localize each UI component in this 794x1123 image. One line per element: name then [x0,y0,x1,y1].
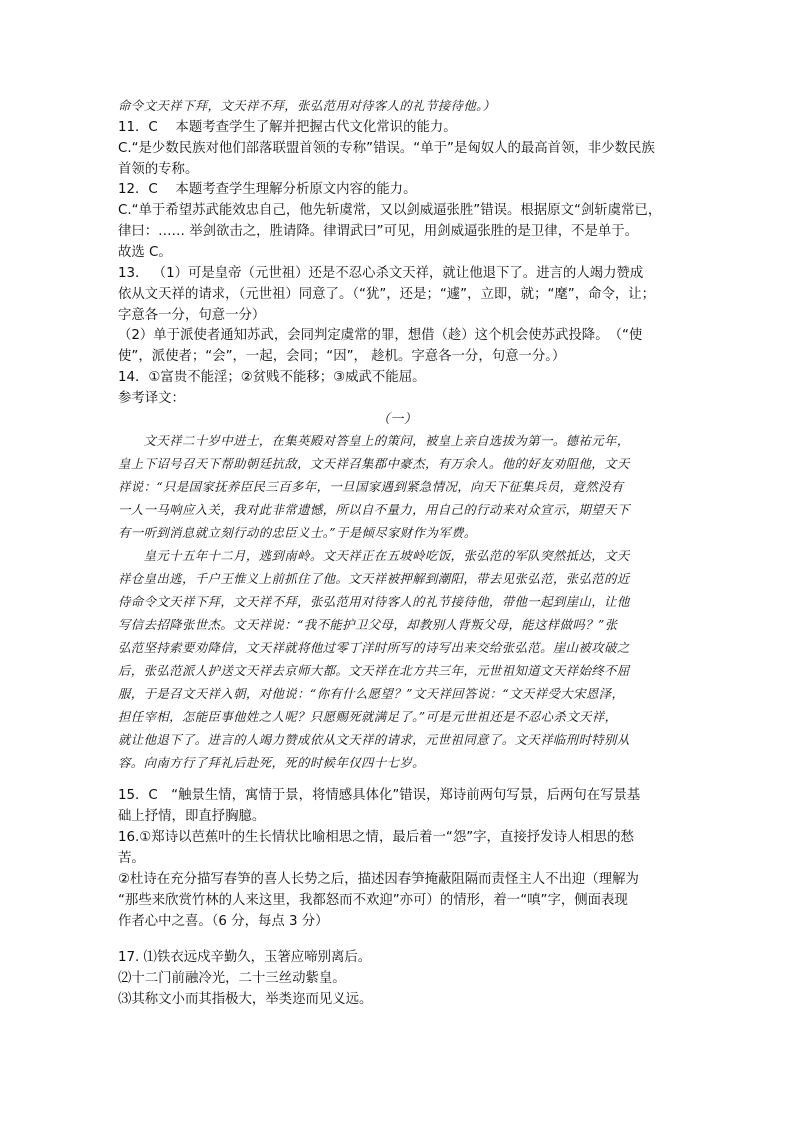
translation-line: 写信去招降张世杰。文天祥说：“我不能护卫父母，却教别人背叛父母，能这样做吗？”张 [118,617,618,632]
text-line: 命令文天祥下拜，文天祥不拜，张弘范用对待客人的礼节接待他。） [118,98,496,113]
text-line: 11．C 本题考查学生了解并把握古代文化常识的能力。 [118,120,457,135]
translation-line: 容。向南方行了拜礼后赴死，死的时候年仅四十七岁。 [118,755,425,770]
translation-line: 担任宰相，怎能臣事他姓之人呢？只愿赐死就满足了。”可是元世祖还是不忍心杀文天祥， [118,709,618,724]
translation-line: 侍命令文天祥下拜，文天祥不拜，张弘范用对待客人的礼节接待他，带他一起到崖山，让他 [118,594,630,609]
translation-line: 弘范坚持索要劝降信，文天祥就将他过零丁洋时所写的诗写出来交给张弘范。崖山被攻破之 [118,640,630,655]
translation-line: 服，于是召文天祥入朝，对他说：“你有什么愿望？”文天祥回答说：“文天祥受大宋恩泽， [118,686,625,701]
text-line: 字意各一分，句意一分） [118,308,266,323]
text-line: “那些来欣赏竹林的人来这里，我都怒而不欢迎”亦可）的情形，着一“嗔”字，侧面表现 [118,893,628,908]
text-line: 14．①富贵不能淫；②贫贱不能移；③威武不能屈。 [118,370,426,385]
text-line: C.“是少数民族对他们部落联盟首领的专称”错误。“单于”是匈奴人的最高首领，非少数民族 [118,141,655,156]
text-line: C.“单于希望苏武能效忠自己，他先斩虞常，又以剑威逼张胜”错误。根据原文“剑斩虞常已， [118,203,662,218]
text-line: 律曰：…… 举剑欲击之，胜请降。律谓武曰”可见，用剑威逼张胜的是卫律，不是单于。 [118,224,639,239]
translation-line: 祥说：“只是国家抚养臣民三百多年，一旦国家遇到紧急情况，向天下征集兵员，竟然没有 [118,479,624,494]
translation-line: 一人一马响应入关，我对此非常遗憾，所以自不量力，用自己的行动来对众宣示，期望天下 [118,502,630,517]
text-line: 16.①郑诗以芭蕉叶的生长情状比喻相思之情，最后着一“怨”字，直接抒发诗人相思的愁 [118,830,634,845]
translation-line: 皇上下诏号召天下帮助朝廷抗敌，文天祥召集郡中豪杰，有万余人。他的好友劝阻他，文天 [118,456,630,471]
text-line: 作者心中之喜。（6 分，每点 3 分） [118,914,329,929]
translation-line: 文天祥二十岁中进士，在集英殿对答皇上的策问，被皇上亲自选拔为第一。德祐元年， [118,433,630,448]
text-line: 参考译文： [118,391,185,406]
text-line: 故选 C。 [118,245,172,260]
text-line: ⑵十二门前融冷光，二十三丝动紫皇。 [118,971,346,986]
translation-heading: （一） [376,412,418,427]
translation-line: 后，张弘范派人护送文天祥去京师大都。文天祥在北方共三年，元世祖知道文天祥始终不屈 [118,663,630,678]
text-line: 17. ⑴铁衣远戍辛勤久，玉箸应啼别离后。 [118,950,372,965]
text-line: 苦。 [118,851,145,866]
text-line: 13． （1）可是皇帝（元世祖）还是不忍心杀文天祥，就让他退下了。进言的人竭力赞成 [118,266,644,281]
text-line: 12．C 本题考查学生理解分析原文内容的能力。 [118,182,417,197]
text-line: 首领的专称。 [118,162,199,177]
text-line: ⑶其称文小而其指极大，举类迩而见义远。 [118,992,373,1007]
text-line: 依从文天祥的请求，（元世祖）同意了。（“犹”，还是；“遽”，立即，就；“麾”，命令，让； [118,287,656,302]
translation-line: 皇元十五年十二月，逃到南岭。文天祥正在五坡岭吃饭，张弘范的军队突然抵达，文天 [118,548,630,563]
translation-line: 就让他退下了。进言的人竭力赞成依从文天祥的请求，元世祖同意了。文天祥临刑时特别从 [118,732,630,747]
text-line: 15．C “触景生情，寓情于景，将情感具体化”错误，郑诗前两句写景，后两句在写景基 [118,788,641,803]
text-line: 使”，派使者；“会”，一起，会同；“因”， 趁机。字意各一分，句意一分。） [118,349,566,364]
text-line: ②杜诗在充分描写春笋的喜人长势之后，描述因春笋掩蔽阻隔而责怪主人不出迎（理解为 [118,872,639,887]
text-line: 础上抒情，即直抒胸臆。 [118,809,266,824]
translation-line: 祥仓皇出逃，千户王惟义上前抓住了他。文天祥被押解到潮阳，带去见张弘范，张弘范的近 [118,571,630,586]
text-line: （2）单于派使者通知苏武，会同判定虞常的罪，想借（趁）这个机会使苏武投降。 （“使 [118,328,643,343]
translation-line: 有一听到消息就立刻行动的忠臣义士。”于是倾尽家财作为军费。 [118,525,477,540]
